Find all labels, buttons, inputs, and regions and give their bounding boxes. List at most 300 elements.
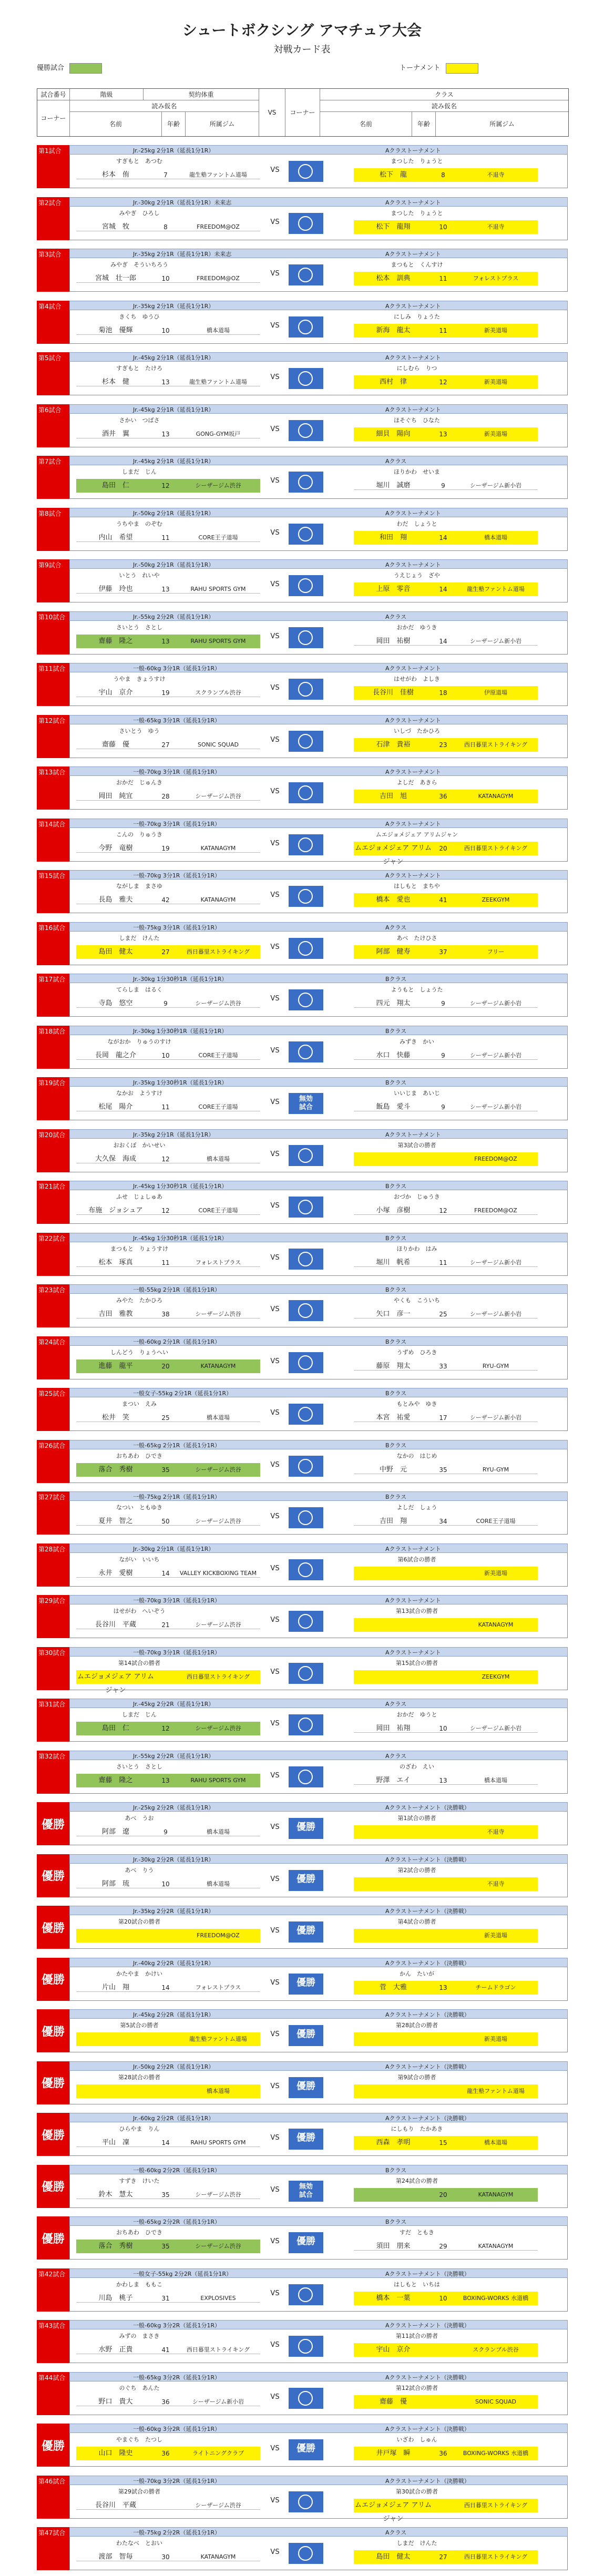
match-class: Aクラストーナメント（決勝戦） <box>385 2374 470 2381</box>
fighter-kana: さいとう さとし <box>116 1763 162 1770</box>
fighter-kana: 第24試合の勝者 <box>396 2177 438 2184</box>
match-row <box>69 362 568 395</box>
right-fighter <box>354 414 538 447</box>
right-fighter <box>354 310 538 344</box>
circle-icon <box>298 1562 313 1577</box>
match-weight-class: 一般-65kg 2分2R（延長1分1R） <box>133 2219 221 2225</box>
fighter-gym: 橋本道場 <box>176 2084 260 2098</box>
right-fighter <box>354 1812 538 1845</box>
left-fighter <box>76 983 260 1017</box>
fighter-age: 12 <box>155 1722 176 1735</box>
fighter-gym: 西日暮里ストライキング <box>454 2550 538 2564</box>
blue-corner <box>289 627 323 648</box>
match-number-badge: 第27試合 <box>37 1491 69 1535</box>
match-class: Bクラス <box>385 2166 407 2174</box>
fighter-gym: 不退寺 <box>454 1877 538 1891</box>
fighter-gym: CORE王子道場 <box>198 1051 238 1059</box>
fighter-age: 41 <box>161 2346 170 2354</box>
fighter-name: 石津 貴裕 <box>354 738 433 752</box>
fighter-kana: おかだ ゆうき <box>396 623 437 631</box>
match-titlebar <box>69 1854 568 1864</box>
vs-label: VS <box>270 995 280 1003</box>
fighter-kana: にしむら りつ <box>396 365 437 372</box>
match-weight-class: Jr.-45kg 1分30秒1R（延長1分1R） <box>133 1183 228 1190</box>
fighter-age: 11 <box>433 324 454 338</box>
blue-corner <box>289 2336 323 2357</box>
right-fighter <box>354 1346 538 1379</box>
match-row <box>69 2381 568 2415</box>
fighter-gym: シーザージム新小岩 <box>469 1414 522 1421</box>
fighter-age: 27 <box>433 2550 454 2564</box>
fighter-gym: FREEDOM@OZ <box>197 223 240 230</box>
fighter-kana: 第4試合の勝者 <box>397 1918 436 1925</box>
fighter-age: 14 <box>161 2139 170 2146</box>
fighter-gym: 新美道場 <box>454 427 538 441</box>
match-number-badge: 第47試合 <box>37 2527 69 2570</box>
fighter-name: 中野 元 <box>379 1465 407 1474</box>
match-titlebar <box>69 1595 568 1604</box>
match-titlebar <box>69 508 568 517</box>
fighter-age <box>155 1670 176 1684</box>
right-fighter <box>354 2226 538 2260</box>
match-row <box>69 1708 568 1742</box>
circle-icon <box>298 1045 313 1059</box>
match-number-badge: 第5試合 <box>37 352 69 395</box>
match-number-badge: 優勝 <box>37 2216 69 2260</box>
fighter-name <box>354 1670 433 1684</box>
fighter-gym: フリー <box>454 945 538 959</box>
right-fighter <box>354 207 538 240</box>
fighter-age: 25 <box>161 1414 170 1422</box>
champion-label: 優勝 <box>296 2029 315 2040</box>
match-card <box>37 814 568 866</box>
fighter-name: 松尾 陽介 <box>98 1103 133 1111</box>
right-fighter <box>354 1760 538 1794</box>
match-class: Aクラストーナメント <box>385 354 441 361</box>
left-fighter <box>76 1812 260 1845</box>
fighter-name: ムエジョメジェア アリムジャン <box>354 842 433 855</box>
match-weight-class: 一般-70kg 3分1R（延長1分1R） <box>133 1649 221 1656</box>
match-card <box>37 2161 568 2213</box>
vs-label: VS <box>270 2496 280 2505</box>
fighter-gym: VALLEY KICKBOXING TEAM <box>179 1569 257 1577</box>
match-number-badge: 第4試合 <box>37 301 69 344</box>
vs-label: VS <box>270 580 280 588</box>
match-titlebar <box>69 2061 568 2071</box>
fighter-gym: 不退寺 <box>454 220 538 234</box>
champion-label: 優勝 <box>296 1977 315 1988</box>
match-class: Aクラストーナメント（決勝戦） <box>385 1856 470 1863</box>
left-fighter <box>76 1915 260 1949</box>
blue-corner <box>289 1663 323 1684</box>
circle-icon <box>298 1252 313 1266</box>
circle-icon <box>298 1459 313 1474</box>
fighter-kana: はしもと まちや <box>394 883 440 890</box>
fighter-kana: ようもと しょうた <box>391 986 443 993</box>
match-weight-class: Jr.-30kg 1分30秒1R（延長1分1R） <box>133 976 228 983</box>
blue-corner <box>289 1352 323 1373</box>
left-fighter <box>76 1604 260 1638</box>
fighter-kana: まつもと くんすけ <box>391 261 443 268</box>
blue-corner <box>289 1507 323 1528</box>
match-titlebar <box>69 1181 568 1190</box>
fighter-name: 岡田 祐翔 <box>376 1724 411 1732</box>
fighter-kana: すぎもと たけろ <box>116 365 162 372</box>
match-weight-class: 一般-70kg 3分1R（延長1分1R） <box>133 1597 221 1604</box>
circle-icon <box>298 2391 313 2406</box>
fighter-age: 14 <box>433 531 454 545</box>
fighter-kana: 第13試合の勝者 <box>396 1608 438 1614</box>
fighter-name: 杉本 侑 <box>101 171 129 179</box>
match-class: Aクラストーナメント <box>385 1597 441 1604</box>
match-weight-class: Jr.-45kg 2分2R（延長1分1R） <box>133 2011 214 2018</box>
match-number-badge: 第46試合 <box>37 2476 69 2519</box>
match-titlebar <box>69 1284 568 1294</box>
fighter-gym: CORE王子道場 <box>198 534 238 541</box>
vs-label: VS <box>270 321 280 330</box>
champion-label: 優勝 <box>296 1873 315 1885</box>
match-row <box>69 828 568 866</box>
left-fighter <box>76 155 260 188</box>
match-class: Bクラス <box>385 1442 407 1449</box>
fighter-age: 34 <box>439 1518 447 1525</box>
fighter-gym: シーザージム渋谷 <box>176 1463 260 1477</box>
left-fighter <box>76 310 260 344</box>
match-card <box>37 1850 568 1902</box>
match-weight-class: 一般-75kg 2分2R（延長1分1R） <box>133 2529 221 2536</box>
fighter-kana: わだ しょうと <box>396 520 437 527</box>
fighter-name: 長谷川 平蔵 <box>95 2501 136 2509</box>
right-fighter <box>354 1604 538 1638</box>
match-number-badge: 第25試合 <box>37 1388 69 1431</box>
champion-label: 優勝 <box>296 2080 315 2092</box>
fighter-kana: すぎもと あつむ <box>116 158 162 165</box>
champion-label: 優勝 <box>296 1822 315 1833</box>
match-class: Bクラス <box>385 1494 407 1500</box>
fighter-age: 28 <box>161 793 170 800</box>
fighter-name: 酒井 翼 <box>101 430 129 438</box>
fighter-name: 吉田 翔 <box>379 1517 407 1525</box>
fighter-name <box>354 2032 433 2046</box>
match-weight-class: Jr.-25kg 2分2R（延長1分1R） <box>133 1804 214 1811</box>
match-weight-class: 一般女子-55kg 2分1R（延長1分1R） <box>133 1390 232 1397</box>
champion-label: 優勝 <box>296 1925 315 1936</box>
match-class: Aクラストーナメント（決勝戦） <box>385 1908 470 1915</box>
blue-corner <box>289 782 323 803</box>
fighter-age: 9 <box>163 1000 168 1007</box>
vs-label: VS <box>270 1927 280 1935</box>
fighter-gym: 龍生塾ファントム道場 <box>189 379 247 385</box>
fighter-name: 堀川 誠磨 <box>376 482 411 489</box>
header-gym-left: 所属ジム <box>186 112 259 136</box>
blue-corner <box>289 2284 323 2305</box>
fighter-kana: かわしま ももこ <box>116 2281 162 2288</box>
left-fighter <box>76 932 260 965</box>
match-card <box>37 2212 568 2264</box>
fighter-kana: みやぎ そういちろう <box>110 261 168 268</box>
match-class: Aクラストーナメント <box>385 251 441 258</box>
fighter-name: 進藤 龍平 <box>76 1359 155 1373</box>
fighter-kana: ながしま まさゆ <box>116 883 162 890</box>
match-weight-class: 一般-60kg 3分1R（延長1分1R） <box>133 665 221 672</box>
match-weight-class: 一般-75kg 2分1R（延長1分1R） <box>133 1494 221 1500</box>
fighter-name: 菅 大雅 <box>354 1981 433 1995</box>
blue-corner <box>289 1714 323 1735</box>
left-fighter <box>76 2433 260 2467</box>
fighter-gym: BOXING-WORKS 水道橋 <box>454 2447 538 2460</box>
match-weight-class: Jr.-45kg 2分1R（延長1分1R） <box>133 458 214 465</box>
match-weight-class: 一般-65kg 2分1R（延長1分1R） <box>133 1442 221 1449</box>
match-card <box>37 1643 568 1695</box>
fighter-kana: いざわ しゅん <box>396 2436 437 2443</box>
fighter-kana: 第2試合の勝者 <box>397 1866 436 1874</box>
match-number-badge: 第9試合 <box>37 559 69 602</box>
left-fighter <box>76 776 260 810</box>
match-weight-class: Jr.-35kg 2分2R（延長1分1R） <box>133 1908 214 1915</box>
match-titlebar <box>69 2113 568 2122</box>
match-number-badge: 第3試合 <box>37 249 69 292</box>
vs-label: VS <box>270 1202 280 1210</box>
match-card <box>37 607 568 659</box>
left-fighter <box>76 724 260 758</box>
match-titlebar <box>69 559 568 569</box>
fighter-name: 松井 笑 <box>101 1414 129 1422</box>
match-number-badge: 第13試合 <box>37 766 69 810</box>
blue-corner <box>289 472 323 493</box>
fighter-name: 山口 隆史 <box>76 2447 155 2460</box>
fighter-age <box>433 2084 454 2098</box>
fighter-age: 18 <box>433 686 454 700</box>
match-titlebar <box>69 2268 568 2278</box>
match-class: Aクラストーナメント <box>385 509 441 517</box>
fighter-name: 落合 秀樹 <box>76 1463 155 1477</box>
left-fighter <box>76 1397 260 1431</box>
fighter-age <box>155 1929 176 1943</box>
right-fighter <box>354 1553 538 1587</box>
no-contest-label: 無効 試合 <box>299 2182 313 2199</box>
circle-icon <box>298 320 313 334</box>
fighter-name: ムエジョメジェア アリムジャン <box>76 1670 155 1684</box>
fighter-gym: 西日暮里ストライキング <box>454 842 538 855</box>
fighter-name: 寺島 悠空 <box>98 999 133 1007</box>
fighter-kana: 第5試合の勝者 <box>120 2022 159 2029</box>
fighter-name: 菊池 優輝 <box>98 326 133 334</box>
blue-corner <box>289 938 323 959</box>
circle-icon <box>298 1148 313 1163</box>
circle-icon <box>298 630 313 645</box>
match-number-badge: 第17試合 <box>37 974 69 1017</box>
fighter-kana: まつもと りょうすけ <box>110 1245 168 1252</box>
match-number-badge: 優勝 <box>37 2113 69 2156</box>
match-weight-class: Jr.-45kg 2分2R（延長1分1R） <box>133 1701 214 1708</box>
match-number-badge: 第42試合 <box>37 2268 69 2312</box>
match-class: Aクラストーナメント（決勝戦） <box>385 2115 470 2122</box>
fighter-name: 橋本 一葉 <box>354 2292 433 2305</box>
match-class: Aクラストーナメント <box>385 769 441 775</box>
fighter-name: 大久保 海成 <box>95 1154 136 1163</box>
match-card <box>37 1073 568 1125</box>
fighter-name: 夏井 智之 <box>98 1517 133 1525</box>
fighter-age: 10 <box>161 275 170 282</box>
left-fighter <box>76 1553 260 1587</box>
match-card <box>37 452 568 504</box>
fighter-kana: ムエジョメジェア アリムジャン <box>375 831 458 838</box>
circle-icon <box>298 164 313 179</box>
fighter-age: 38 <box>161 1311 170 1318</box>
match-row <box>69 1604 568 1638</box>
right-fighter <box>354 2122 538 2156</box>
vs-label: VS <box>270 2134 280 2142</box>
fighter-kana: なつい ともゆき <box>116 1504 162 1511</box>
fighter-name: 和田 翔 <box>354 531 433 545</box>
header-class-right: クラス <box>320 89 568 100</box>
fighter-age: 35 <box>155 2240 176 2253</box>
fighter-name: 岡田 祐樹 <box>376 637 411 645</box>
fighter-kana: おおくぼ かいせい <box>113 1141 166 1149</box>
vs-label: VS <box>270 1253 280 1262</box>
fighter-age: 11 <box>161 534 170 541</box>
fighter-gym: 不退寺 <box>454 168 538 182</box>
fighter-age: 27 <box>155 945 176 959</box>
blue-corner <box>289 989 323 1010</box>
match-weight-class: 一般-60kg 3分2R（延長1分1R） <box>133 2322 221 2329</box>
fighter-gym: RAHU SPORTS GYM <box>190 586 246 592</box>
fighter-gym: シーザージム新小岩 <box>469 1725 522 1732</box>
fighter-kana: まつした りょうと <box>391 158 443 165</box>
right-fighter <box>354 2071 538 2104</box>
fighter-age: 13 <box>155 1774 176 1787</box>
left-fighter <box>76 2537 260 2570</box>
fighter-age: 17 <box>439 1414 447 1422</box>
match-weight-class: Jr.-30kg 2分1R（延長1分1R）未来志 <box>133 199 232 206</box>
vs-label: VS <box>270 1978 280 1987</box>
fighter-name: 宮城 壮一郎 <box>95 274 136 282</box>
match-titlebar <box>69 715 568 724</box>
right-fighter <box>354 2485 538 2523</box>
fighter-name <box>354 2188 433 2202</box>
match-row <box>69 1915 568 1949</box>
fighter-name: 矢口 彦一 <box>376 1310 411 1318</box>
right-fighter <box>354 724 538 758</box>
fighter-gym: シーザージム渋谷 <box>176 2240 260 2253</box>
fighter-age <box>433 1618 454 1632</box>
blue-corner <box>289 834 323 855</box>
fighter-kana: よしだ しょう <box>396 1504 437 1511</box>
fighter-age: 37 <box>433 945 454 959</box>
fighter-age: 9 <box>441 1103 445 1111</box>
fighter-kana: まつした りょうと <box>391 209 443 217</box>
fighter-name <box>76 1929 155 1943</box>
match-titlebar <box>69 1699 568 1708</box>
header-match-no: 試合番号 <box>37 89 70 100</box>
fighter-gym: ZEEKGYM <box>454 893 538 907</box>
match-titlebar <box>69 870 568 880</box>
right-fighter <box>354 1294 538 1327</box>
match-class: Aクラス <box>385 458 407 465</box>
circle-icon <box>298 1355 313 1370</box>
match-class: Aクラストーナメント <box>385 147 441 154</box>
fighter-age: 10 <box>433 220 454 234</box>
match-class: Aクラストーナメント <box>385 1545 441 1552</box>
match-titlebar <box>69 197 568 207</box>
fighter-age: 10 <box>433 2292 454 2305</box>
fighter-kana: 第9試合の勝者 <box>397 2073 436 2081</box>
fighter-gym: 新美道場 <box>454 1567 538 1580</box>
fighter-kana: うずめ ひろき <box>396 1348 437 1356</box>
fighter-name: 布施 ジョシュア <box>88 1207 143 1214</box>
match-titlebar <box>69 1336 568 1346</box>
right-fighter <box>354 2174 538 2208</box>
match-number-badge: 優勝 <box>37 1906 69 1949</box>
right-fighter <box>354 1501 538 1535</box>
header-kana-right: 読み仮名 <box>320 100 568 112</box>
match-weight-class: Jr.-35kg 2分1R（延長1分1R） <box>133 302 214 310</box>
vs-label: VS <box>270 943 280 951</box>
fighter-kana: いいじま あいじ <box>394 1090 440 1097</box>
header-gym-right: 所属ジム <box>489 120 515 128</box>
match-number-badge: 第44試合 <box>37 2372 69 2415</box>
match-card <box>37 2523 568 2575</box>
fighter-name: 齋藤 優 <box>354 2395 433 2409</box>
fighter-gym: 新美道場 <box>454 375 538 389</box>
fighter-age: 36 <box>433 790 454 803</box>
fighter-kana: さいとう さとし <box>116 623 162 631</box>
fighter-gym: KATANAGYM <box>454 790 538 803</box>
fighter-name: 宇山 京介 <box>354 2343 433 2357</box>
match-card <box>37 1384 568 1436</box>
fighter-kana: かたやま かけい <box>116 1970 162 1977</box>
fighter-age <box>155 2032 176 2046</box>
match-number-badge: 第15試合 <box>37 870 69 913</box>
fighter-name <box>354 1877 433 1891</box>
left-fighter <box>76 2071 260 2104</box>
match-card <box>37 969 568 1021</box>
match-card <box>37 1954 568 2006</box>
match-weight-class: Jr.-55kg 2分2R（延長1分1R） <box>133 1752 214 1760</box>
fighter-age <box>433 1877 454 1891</box>
right-fighter <box>354 2019 538 2052</box>
blue-corner <box>289 2543 323 2564</box>
page-subtitle: 対戦カード表 <box>273 44 331 55</box>
fighter-gym: フォレストプラス <box>195 1259 241 1266</box>
circle-icon <box>298 216 313 231</box>
fighter-gym: シーザージム渋谷 <box>195 2501 241 2509</box>
match-class: Aクラストーナメント <box>385 199 441 206</box>
fighter-kana: ながい いいち <box>119 1556 160 1563</box>
vs-label: VS <box>270 2341 280 2349</box>
left-fighter <box>76 880 260 913</box>
fighter-name: 伊藤 玲也 <box>98 585 133 593</box>
fighter-gym: RYU-GYM <box>482 1466 509 1473</box>
right-fighter <box>354 1967 538 2001</box>
match-titlebar <box>69 2424 568 2433</box>
left-fighter <box>76 2329 260 2363</box>
fighter-gym: シーザージム渋谷 <box>195 1621 241 1628</box>
fighter-age: 25 <box>439 1311 447 1318</box>
match-number-badge: 第19試合 <box>37 1077 69 1120</box>
fighter-age: 21 <box>161 1621 170 1629</box>
match-class: Aクラストーナメント <box>385 872 441 879</box>
match-class: Aクラストーナメント（決勝戦） <box>385 2011 470 2018</box>
match-row <box>69 517 568 551</box>
match-number-badge: 第22試合 <box>37 1233 69 1276</box>
blue-corner <box>289 731 323 752</box>
blue-corner <box>289 2439 323 2460</box>
match-weight-class: Jr.-35kg 2分1R（延長1分1R）未来志 <box>133 251 232 258</box>
champion-label: 優勝 <box>296 2132 315 2143</box>
fighter-age: 15 <box>433 2136 454 2150</box>
blue-corner <box>289 420 323 441</box>
